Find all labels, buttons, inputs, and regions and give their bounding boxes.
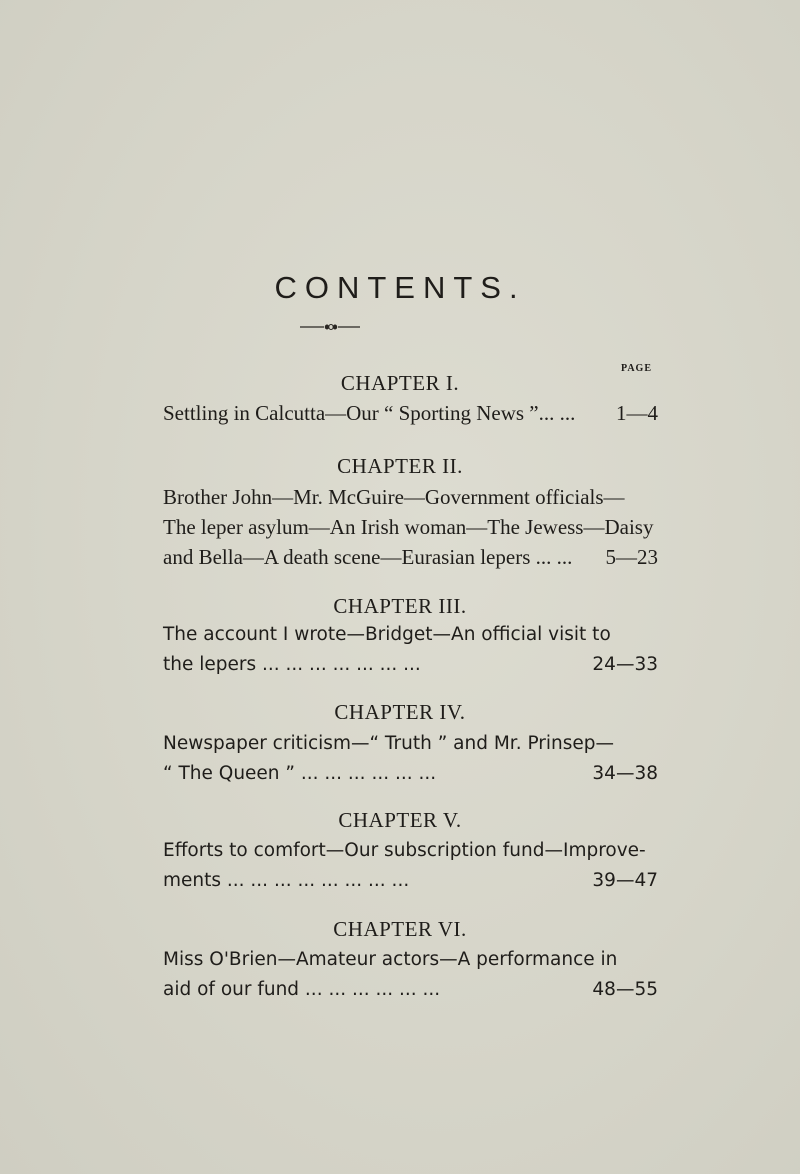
page-range: 48—55: [592, 979, 658, 1000]
entry-text: The account I wrote—Bridget—An official visit to: [163, 624, 611, 645]
chapter-heading: CHAPTER V.: [338, 808, 462, 832]
entry-text: Miss O'Brien—Amateur actors—A performance in: [163, 949, 618, 970]
toc-entry-line: [163, 947, 658, 973]
page-range: 39—47: [592, 870, 658, 891]
chapter-heading: CHAPTER II.: [337, 454, 463, 478]
toc-entry-line: [163, 484, 658, 510]
toc-entry-line: [163, 731, 658, 757]
entry-text: Settling in Calcutta—Our “ Sporting News ”... ...: [163, 401, 576, 425]
toc-entry-line: [163, 977, 658, 1003]
page-range: 5—23: [605, 545, 658, 569]
toc-entry-line: [163, 761, 658, 787]
contents-title: CONTENTS.: [274, 270, 526, 305]
entry-text: Newspaper criticism—“ Truth ” and Mr. Prinsep—: [163, 733, 615, 754]
toc-entry-line: [163, 838, 658, 864]
entry-text: Efforts to comfort—Our subscription fund—Improve-: [163, 840, 646, 861]
page-column-label: PAGE: [620, 363, 652, 374]
chapter-heading: CHAPTER VI.: [333, 917, 467, 941]
entry-text: aid of our fund ... ... ... ... ... ...: [163, 979, 441, 1000]
entry-text: and Bella—A death scene—Eurasian lepers ... ...: [163, 545, 573, 569]
toc-entry-line: [163, 514, 658, 540]
page-range: 34—38: [592, 763, 658, 784]
chapter-heading: CHAPTER I.: [340, 371, 460, 395]
entry-text: ments ... ... ... ... ... ... ... ...: [163, 870, 410, 891]
page-range: 1—4: [616, 401, 658, 425]
entry-text: “ The Queen ” ... ... ... ... ... ...: [163, 763, 437, 784]
entry-text: the lepers ... ... ... ... ... ... ...: [163, 654, 421, 675]
entry-text: The leper asylum—An Irish woman—The Jewess—Daisy: [163, 515, 654, 539]
toc-entry-line: [163, 868, 658, 894]
chapter-heading: CHAPTER III.: [333, 594, 467, 618]
page-range: 24—33: [592, 654, 658, 675]
toc-entry-line: [163, 622, 658, 648]
toc-entry-line: [163, 400, 658, 426]
chapter-heading: CHAPTER IV.: [334, 700, 466, 724]
ornament-rule: [300, 323, 360, 331]
entry-text: Brother John—Mr. McGuire—Government officials—: [163, 485, 625, 509]
toc-entry-line: [163, 544, 658, 570]
toc-entry-line: [163, 652, 658, 678]
